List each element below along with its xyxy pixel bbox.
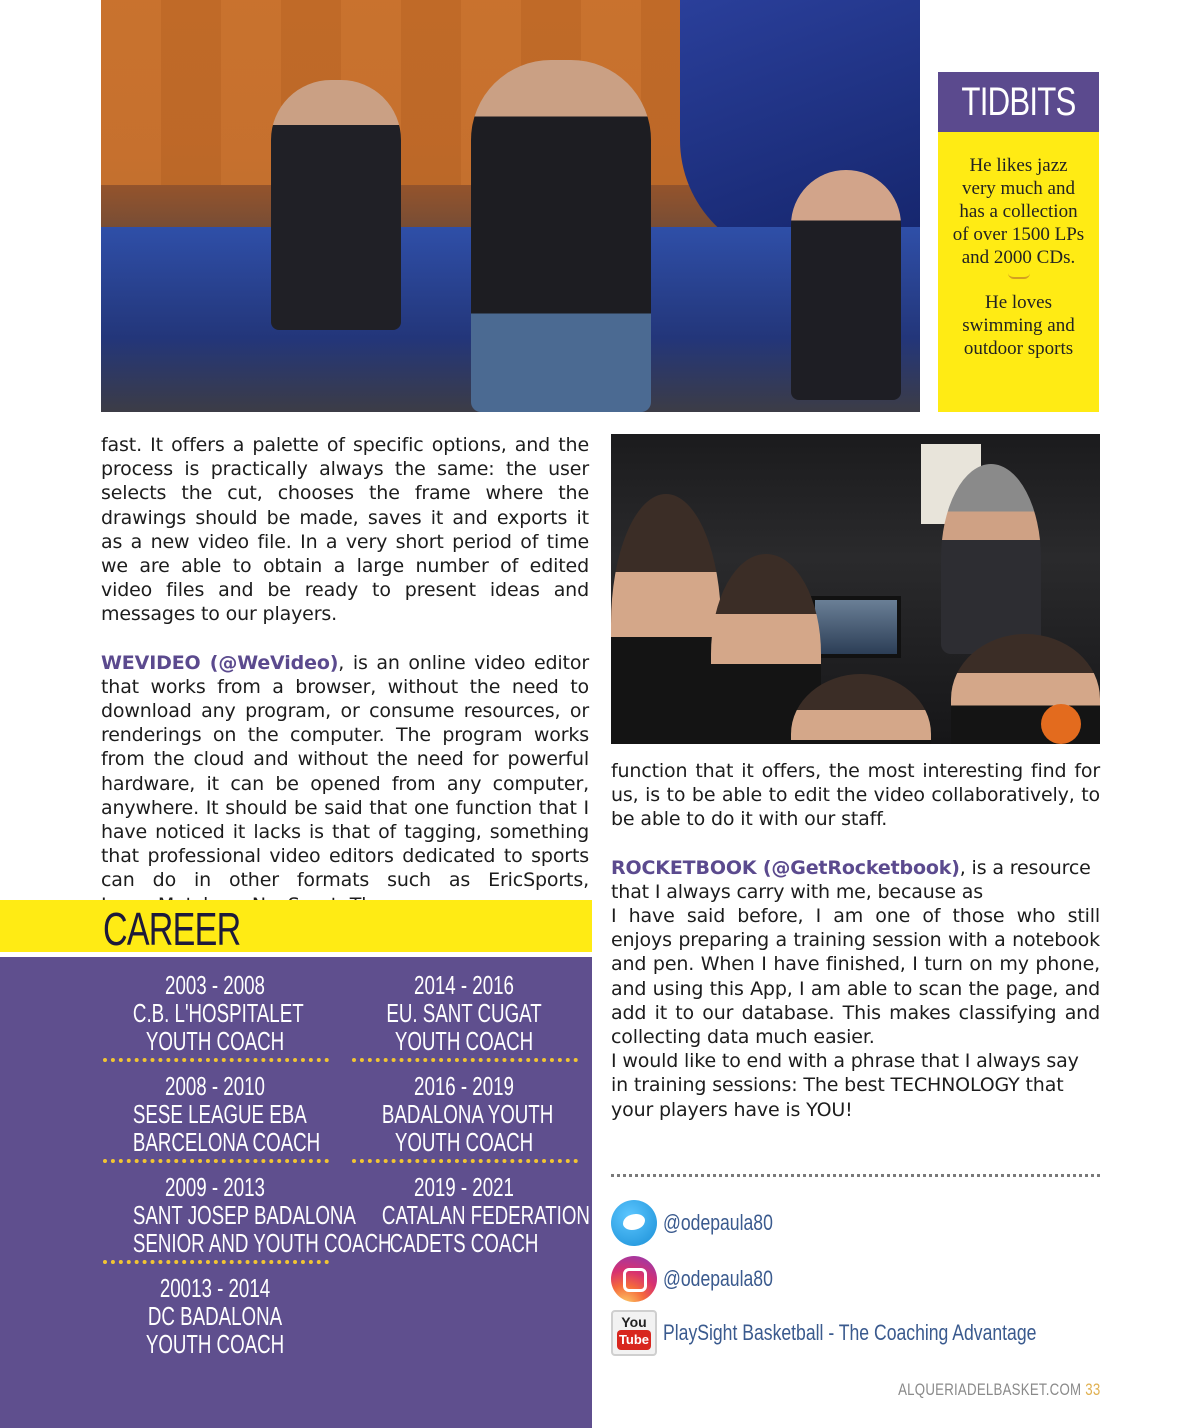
career-club: SESE LEAGUE EBA xyxy=(132,1099,307,1129)
instagram-icon xyxy=(611,1256,657,1302)
player-head xyxy=(611,494,721,744)
twitter-handle[interactable]: @odepaula80 xyxy=(663,1210,773,1235)
career-divider xyxy=(103,1058,329,1062)
career-role: YOUTH COACH xyxy=(145,1329,285,1359)
career-role: SENIOR AND YOUTH COACH xyxy=(132,1228,392,1258)
rocketbook-text: , is a resource that I always carry with me, because as xyxy=(611,856,1091,903)
article-paragraph: I have said before, I am one of those who still enjoys preparing a training session with a notebook and pen. When I have finished, I turn on my phone, and using this App, I am able to scan the page, and add it to our database. This makes classifying and collecting data much easier. xyxy=(611,905,1100,1049)
assistant-coach xyxy=(271,80,401,330)
twitter-icon xyxy=(611,1200,657,1246)
site-name[interactable]: ALQUERIADELBASKET.COM xyxy=(897,1380,1081,1399)
career-title: CAREER xyxy=(103,903,241,955)
instagram-link[interactable] xyxy=(611,1256,800,1302)
career-role: YOUTH COACH xyxy=(394,1127,534,1157)
career-years: 2014 - 2016 xyxy=(414,970,514,1000)
career-panel xyxy=(0,957,592,1428)
coach-on-sideline-photo xyxy=(101,0,920,412)
career-club: EU. SANT CUGAT xyxy=(386,998,542,1028)
career-entry xyxy=(350,971,578,1055)
article-paragraph xyxy=(101,651,589,917)
youtube-channel[interactable]: PlaySight Basketball - The Coaching Advantage xyxy=(663,1320,1037,1345)
career-entry xyxy=(350,1172,590,1258)
career-role: CADETS COACH xyxy=(389,1228,539,1258)
article-paragraph xyxy=(611,856,1100,904)
career-club: SANT JOSEP BADALONA xyxy=(132,1200,356,1230)
youtube-icon-you: You xyxy=(621,1314,647,1330)
youtube-link[interactable] xyxy=(611,1310,1130,1356)
right-article-column xyxy=(611,759,1100,1122)
left-article-column xyxy=(101,433,589,917)
tidbits-body xyxy=(938,132,1099,412)
career-club: DC BADALONA xyxy=(147,1301,283,1331)
video-monitor xyxy=(811,596,901,658)
career-entry xyxy=(101,1072,329,1156)
article-paragraph: fast. It offers a palette of specific options, and the process is practically always the same: the user selects the cut, chooses the frame where the drawings should be made, saves it and exports it as a new video file. In a very short period of time we are able to obtain a large number of edited video files and be ready to present ideas and messages to our players. xyxy=(101,434,589,626)
head-coach-gesturing xyxy=(471,60,651,412)
jersey-logo xyxy=(1041,704,1081,744)
tidbit-item: He loves swimming and outdoor sports xyxy=(962,292,1075,359)
youtube-icon xyxy=(611,1310,657,1356)
career-role: YOUTH COACH xyxy=(394,1026,534,1056)
social-divider xyxy=(611,1174,1100,1177)
career-role: YOUTH COACH xyxy=(145,1026,285,1056)
career-years: 2016 - 2019 xyxy=(414,1071,514,1101)
career-entry xyxy=(101,1274,329,1358)
career-divider xyxy=(103,1260,329,1264)
twitter-link[interactable] xyxy=(611,1200,800,1246)
rocketbook-lead: ROCKETBOOK (@GetRocketbook) xyxy=(611,856,960,879)
career-years: 2003 - 2008 xyxy=(165,970,265,1000)
career-club: BADALONA YOUTH xyxy=(381,1099,554,1129)
career-divider xyxy=(352,1058,578,1062)
career-header-band xyxy=(0,900,592,955)
career-club: C.B. L'HOSPITALET xyxy=(132,998,304,1028)
players-watching-video-photo xyxy=(611,434,1100,744)
coach-with-tablet xyxy=(941,464,1041,654)
career-years: 2008 - 2010 xyxy=(165,1071,265,1101)
wevideo-lead: WEVIDEO (@WeVideo) xyxy=(101,651,339,674)
career-years: 20013 - 2014 xyxy=(159,1273,271,1303)
tidbits-title: TIDBITS xyxy=(961,80,1076,124)
wevideo-text: , is an online video editor that works from a browser, without the need to download any program, or consume resources, or renderings on the computer. The program works from the cloud and without the need for powerful hardware, it can be opened from any computer, anywhere. It should be said that one function that I have noticed it lacks is that of tagging, something that professional video editors dedicated to sports can do in other formats such as EricSports, xyxy=(101,651,589,892)
career-divider xyxy=(103,1159,329,1163)
tidbit-separator-icon xyxy=(1008,273,1030,279)
career-years: 2009 - 2013 xyxy=(165,1172,265,1202)
seated-staff-member xyxy=(791,170,901,400)
career-club: CATALAN FEDERATION xyxy=(381,1200,590,1230)
page-number: 33 xyxy=(1084,1380,1100,1399)
tidbit-item: He likes jazz very much and has a collection of over 1500 LPs and 2000 CDs. xyxy=(952,155,1085,268)
career-years: 2019 - 2021 xyxy=(414,1172,514,1202)
youtube-icon-tube: Tube xyxy=(617,1330,651,1350)
instagram-handle[interactable]: @odepaula80 xyxy=(663,1266,773,1291)
tidbits-header xyxy=(938,72,1099,132)
career-entry xyxy=(101,971,329,1055)
career-divider xyxy=(352,1159,578,1163)
career-role: BARCELONA COACH xyxy=(132,1127,321,1157)
article-paragraph: function that it offers, the most interesting find for us, is to be able to edit the video collaboratively, to be able to do it with our staff. xyxy=(611,760,1100,831)
article-paragraph: I would like to end with a phrase that I always say in training sessions: The best TECHNOLOGY that your players have is YOU! xyxy=(611,1050,1079,1121)
career-entry xyxy=(350,1072,578,1156)
page-footer xyxy=(898,1380,1100,1400)
career-entry xyxy=(101,1172,392,1258)
